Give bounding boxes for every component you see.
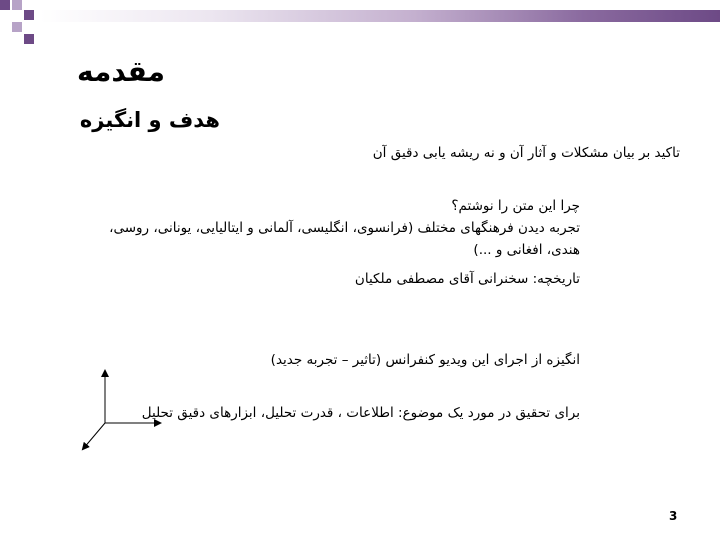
header-gradient-bar [40, 10, 720, 22]
body-line-3: تجربه دیدن فرهنگهای مختلف (فرانسوی، انگلیسی، آلمانی و ایتالیایی، یونانی، روسی، [109, 220, 580, 236]
corner-square-dark [24, 10, 34, 20]
body-line-6: انگیزه از اجرای این ویدیو کنفرانس (تاثیر – تجربه جدید) [270, 352, 580, 368]
page-number: 3 [669, 509, 678, 523]
axis-diagonal [83, 423, 105, 449]
slide-subtitle: هدف و انگیزه [79, 108, 220, 132]
slide-title: مقدمه [77, 55, 165, 88]
corner-square-dark [24, 34, 34, 44]
body-line-2: چرا این متن را نوشتم؟ [451, 198, 580, 214]
corner-square-dark [0, 0, 10, 10]
body-line-5: تاریخچه: سخنرانی آقای مصطفی ملکیان [354, 271, 580, 287]
body-line-4: هندی، افغانی و ...) [473, 242, 580, 258]
body-line-7: برای تحقیق در مورد یک موضوع: اطلاعات ، قدرت تحلیل، ابزارهای دقیق تحلیل [141, 405, 580, 421]
body-line-1: تاکید بر بیان مشکلات و آثار آن و نه ریشه یابی دقیق آن [372, 145, 680, 161]
corner-square-light [12, 0, 22, 10]
corner-square-light [12, 22, 22, 32]
